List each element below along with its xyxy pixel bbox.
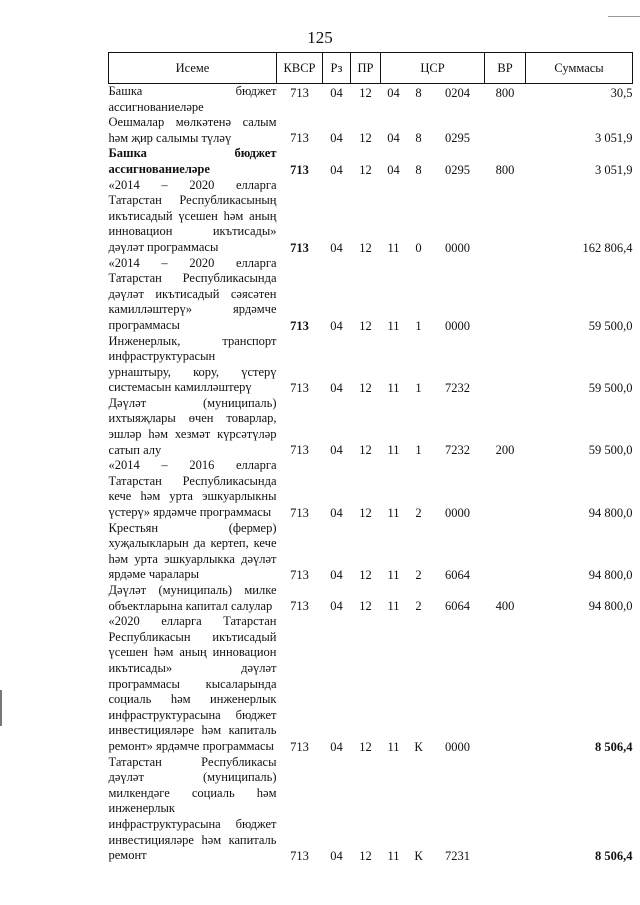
row-csr-item: 6064 [445, 568, 470, 582]
row-csr-item: 0000 [445, 318, 470, 333]
row-sum: 162 806,4 [582, 240, 633, 255]
row-csr-item: 0000 [445, 739, 470, 754]
row-sum: 59 500,0 [588, 380, 633, 395]
row-rz: 04 [330, 240, 343, 255]
row-rz: 04 [330, 131, 343, 146]
table-row [109, 178, 633, 256]
row-rz: 04 [330, 599, 343, 614]
row-name: Дәүләт (муниципаль) ихтыяҗлары өчен товарлар, эшләр һәм хезмәт күрсәтүләр сатып алу [108, 395, 277, 457]
row-vr [485, 115, 526, 146]
row-vr: 400 [495, 599, 515, 614]
row-sum: 59 500,0 [588, 318, 633, 333]
row-csr-program: 11 [387, 443, 400, 458]
row-csr-subprogram: 2 [415, 568, 422, 582]
row-csr-item: 0295 [445, 162, 470, 177]
row-pr: 12 [359, 739, 372, 754]
row-name: Дәүләт (муниципаль) милке объектларына капитал салулар [108, 583, 277, 613]
corner-mark [608, 2, 640, 17]
row-vr: 800 [495, 162, 515, 177]
row-csr-program: 04 [387, 162, 400, 177]
row-vr [485, 521, 526, 583]
row-csr-subprogram: 2 [415, 505, 422, 520]
row-kvsr: 713 [290, 318, 309, 333]
table-row [109, 583, 633, 614]
row-csr-item: 0295 [445, 131, 470, 146]
row-rz: 04 [330, 443, 343, 458]
row-pr: 12 [359, 318, 372, 333]
row-vr [485, 178, 526, 256]
row-vr: 800 [495, 86, 515, 100]
header-name: Исеме [109, 53, 277, 84]
row-name: «2014 – 2016 елларга Татарстан Республикасында кече һәм урта эшкуарлыкны үстерү» ярдәмче программасы [108, 458, 277, 520]
row-csr-subprogram: 2 [415, 599, 422, 614]
row-kvsr: 713 [290, 568, 309, 582]
table-row [109, 396, 633, 458]
row-name: Татарстан Республикасы дәүләт (муниципаль) милкендәге социаль һәм инженерлык инфраструктурасына бюджет инвестицияләре һәм капиталь ремонт [108, 754, 277, 863]
table-row [109, 256, 633, 334]
row-sum: 94 800,0 [588, 505, 633, 520]
row-csr-program: 11 [387, 380, 400, 395]
table-row [109, 521, 633, 583]
row-csr-item: 0000 [445, 240, 470, 255]
row-vr [485, 755, 526, 864]
row-name: Инженерлык, транспорт инфраструктурасын урнаштыру, кору, үстерү системасын камилләштерү [108, 333, 277, 395]
row-csr-item: 7232 [445, 443, 470, 458]
header-rz: Рз [323, 53, 351, 84]
row-name: «2014 – 2020 елларга Татарстан Республикасының икътисадый үсешен һәм аның инновацион икътисады» дәүләт программасы [108, 177, 277, 254]
row-rz: 04 [330, 318, 343, 333]
row-csr-program: 11 [387, 848, 400, 863]
table-row [109, 146, 633, 177]
table-row [109, 614, 633, 754]
row-kvsr: 713 [290, 599, 309, 614]
row-csr-program: 11 [387, 568, 400, 582]
table-row [109, 334, 633, 396]
row-rz: 04 [330, 380, 343, 395]
table-header-row [109, 53, 633, 84]
row-pr: 12 [359, 568, 372, 582]
row-kvsr: 713 [290, 131, 309, 146]
row-csr-item: 0000 [445, 505, 470, 520]
row-csr-subprogram: 1 [415, 380, 422, 395]
row-vr [485, 458, 526, 520]
row-csr-subprogram: К [414, 739, 423, 754]
row-pr: 12 [359, 380, 372, 395]
row-csr-program: 11 [387, 505, 400, 520]
row-name: Оешмалар мөлкәтенә салым һәм җир салымы түләү [108, 115, 277, 145]
header-sum: Суммасы [526, 53, 633, 84]
row-rz: 04 [330, 848, 343, 863]
row-vr [485, 334, 526, 396]
row-kvsr: 713 [290, 505, 309, 520]
row-pr: 12 [359, 162, 372, 177]
row-pr: 12 [359, 848, 372, 863]
row-pr: 12 [359, 505, 372, 520]
row-csr-item: 7232 [445, 380, 470, 395]
row-kvsr: 713 [290, 86, 309, 100]
row-sum: 8 506,4 [595, 848, 633, 863]
row-sum: 3 051,9 [595, 131, 633, 146]
row-kvsr: 713 [290, 848, 309, 863]
row-name: Башка бюджет ассигнованиеләре [108, 84, 277, 114]
row-name: «2014 – 2020 елларга Татарстан Республикасында дәүләт икътисадый сәясәтен камилләштерү» ярдәмче программасы [108, 255, 277, 332]
row-csr-program: 04 [387, 86, 400, 100]
row-csr-program: 11 [387, 599, 400, 614]
table-row [109, 84, 633, 116]
row-csr-subprogram: 8 [415, 162, 422, 177]
row-csr-program: 11 [387, 240, 400, 255]
row-sum: 3 051,9 [595, 162, 633, 177]
row-rz: 04 [330, 86, 343, 100]
row-kvsr: 713 [290, 240, 309, 255]
table-row [109, 755, 633, 864]
row-rz: 04 [330, 739, 343, 754]
row-name: Крестьян (фермер) хуҗалыкларын да кертеп, кече һәм урта эшкуарлыкка дәүләт ярдәме чаралары [108, 520, 277, 582]
row-csr-subprogram: 1 [415, 318, 422, 333]
row-kvsr: 713 [290, 739, 309, 754]
margin-mark [0, 690, 2, 726]
row-kvsr: 713 [290, 443, 309, 458]
row-csr-item: 0204 [445, 86, 470, 100]
row-rz: 04 [330, 162, 343, 177]
row-kvsr: 713 [290, 162, 309, 177]
row-sum: 94 800,0 [588, 568, 633, 582]
row-pr: 12 [359, 599, 372, 614]
row-sum: 30,5 [610, 86, 633, 100]
row-csr-program: 11 [387, 739, 400, 754]
header-pr: ПР [351, 53, 381, 84]
row-csr-subprogram: 1 [415, 443, 422, 458]
table-row [109, 458, 633, 520]
header-vr: ВР [485, 53, 526, 84]
row-csr-subprogram: 8 [415, 131, 422, 146]
row-csr-item: 7231 [445, 848, 470, 863]
page-number: 125 [307, 28, 333, 47]
row-vr [485, 256, 526, 334]
row-vr: 200 [495, 443, 515, 458]
row-pr: 12 [359, 86, 372, 100]
row-csr-subprogram: 8 [415, 86, 422, 100]
row-pr: 12 [359, 131, 372, 146]
row-csr-item: 6064 [445, 599, 470, 614]
header-csr: ЦСР [381, 53, 485, 84]
row-name: Башка бюджет ассигнованиеләре [108, 146, 277, 176]
row-rz: 04 [330, 505, 343, 520]
header-kvsr: КВСР [277, 53, 323, 84]
row-csr-program: 04 [387, 131, 400, 146]
row-name: «2020 елларга Татарстан Республикасын икътисадый үсешен һәм аның инновацион икътисады» дәүләт программасы кысаларында социаль һәм инженерлык инфраструктурасына бюджет инвестицияләре һәм капиталь ремонт» ярдәмче программасы [108, 614, 277, 753]
row-rz: 04 [330, 568, 343, 582]
row-sum: 59 500,0 [588, 443, 633, 458]
row-vr [485, 614, 526, 754]
table-row [109, 115, 633, 146]
row-csr-subprogram: К [414, 848, 423, 863]
row-pr: 12 [359, 443, 372, 458]
budget-table [108, 52, 633, 864]
row-csr-program: 11 [387, 318, 400, 333]
row-sum: 94 800,0 [588, 599, 633, 614]
row-pr: 12 [359, 240, 372, 255]
row-sum: 8 506,4 [595, 739, 633, 754]
row-kvsr: 713 [290, 380, 309, 395]
row-csr-subprogram: 0 [415, 240, 422, 255]
